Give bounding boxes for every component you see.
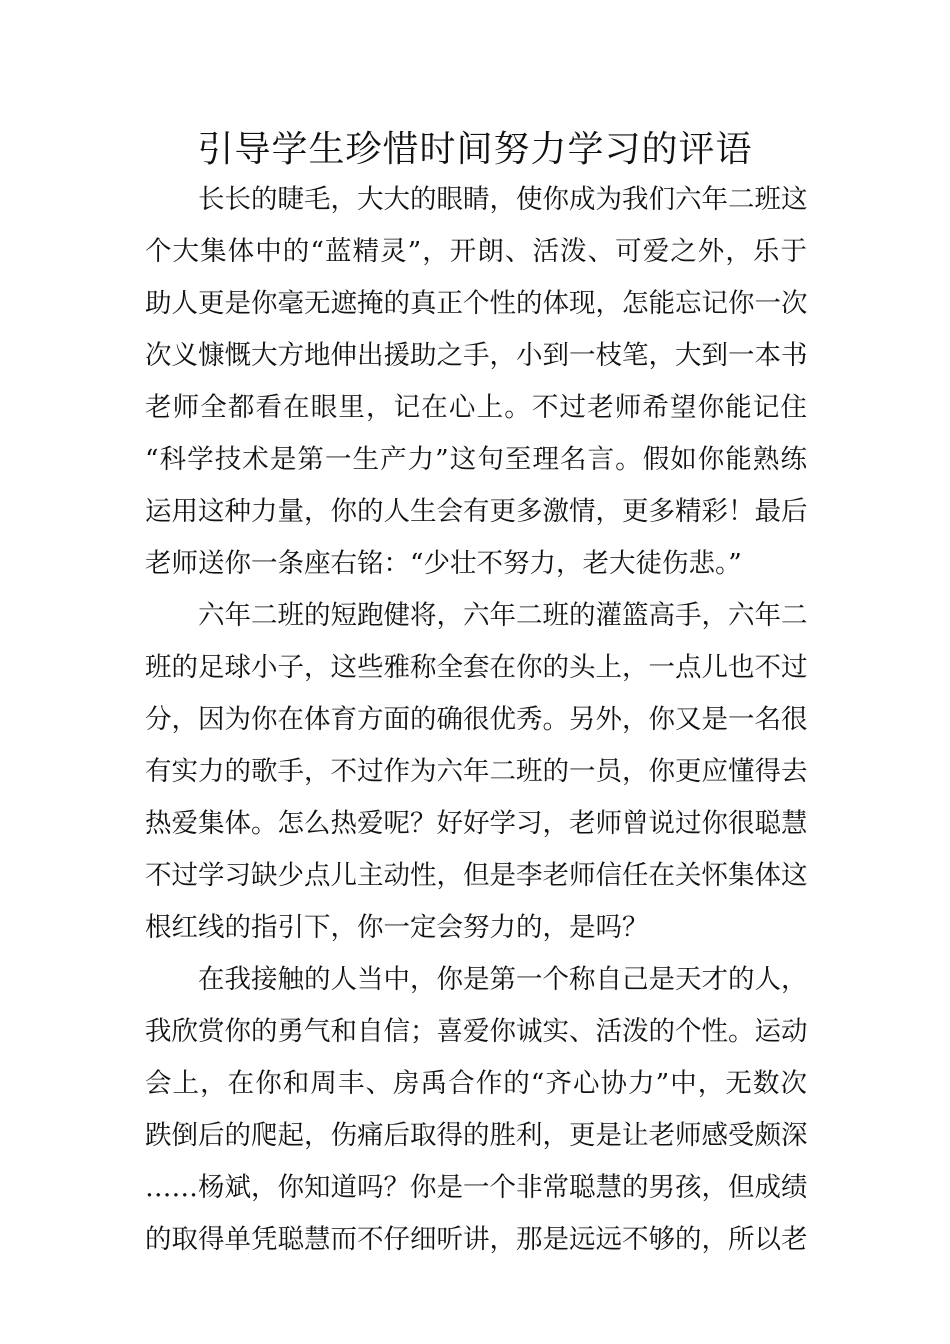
paragraph-1-line-3: 助人更是你毫无遮掩的真正个性的体现，怎能忘记你一次 [145, 288, 808, 319]
paragraph-1-line-4: 次义慷慨大方地伸出援助之手，小到一枝笔，大到一本书 [145, 340, 808, 371]
paragraph-3-line-3: 会上，在你和周丰、房禹合作的“齐心协力”中，无数次 [145, 1068, 807, 1099]
paragraph-3-line-5: ……杨斌，你知道吗？你是一个非常聪慧的男孩，但成绩 [145, 1172, 808, 1203]
paragraph-2-line-7: 根红线的指引下，你一定会努力的，是吗？ [145, 912, 649, 943]
paragraph-2-line-4: 有实力的歌手，不过作为六年二班的一员，你更应懂得去 [145, 756, 808, 787]
paragraph-1-line-7: 运用这种力量，你的人生会有更多激情，更多精彩！最后 [145, 496, 808, 527]
paragraph-1-line-8: 老师送你一条座右铭：“少壮不努力，老大徒伤悲。” [145, 548, 742, 579]
paragraph-3-line-6: 的取得单凭聪慧而不仔细听讲，那是远远不够的，所以老 [145, 1224, 808, 1255]
paragraph-3-line-1: 在我接触的人当中，你是第一个称自己是天才的人， [198, 964, 808, 995]
paragraph-1-line-5: 老师全都看在眼里，记在心上。不过老师希望你能记住 [145, 392, 807, 423]
document-title: 引导学生珍惜时间努力学习的评语 [197, 129, 753, 170]
paragraph-1-line-6: “科学技术是第一生产力”这句至理名言。假如你能熟练 [145, 444, 807, 475]
paragraph-2-line-2: 班的足球小子，这些雅称全套在你的头上，一点儿也不过 [145, 652, 808, 683]
paragraph-3-line-2: 我欣赏你的勇气和自信；喜爱你诚实、活泼的个性。运动 [145, 1016, 808, 1047]
paragraph-2-line-1: 六年二班的短跑健将，六年二班的灌篮高手，六年二 [198, 600, 808, 631]
paragraph-2-line-6: 不过学习缺少点儿主动性，但是李老师信任在关怀集体这 [145, 860, 808, 891]
paragraph-3-line-4: 跌倒后的爬起，伤痛后取得的胜利，更是让老师感受颇深 [145, 1120, 808, 1151]
paragraph-2-line-3: 分，因为你在体育方面的确很优秀。另外，你又是一名很 [145, 704, 808, 735]
paragraph-1-line-2: 个大集体中的“蓝精灵”，开朗、活泼、可爱之外，乐于 [145, 236, 807, 267]
paragraph-2-line-5: 热爱集体。怎么热爱呢？好好学习，老师曾说过你很聪慧 [145, 808, 808, 839]
paragraph-1-line-1: 长长的睫毛，大大的眼睛，使你成为我们六年二班这 [198, 184, 808, 215]
